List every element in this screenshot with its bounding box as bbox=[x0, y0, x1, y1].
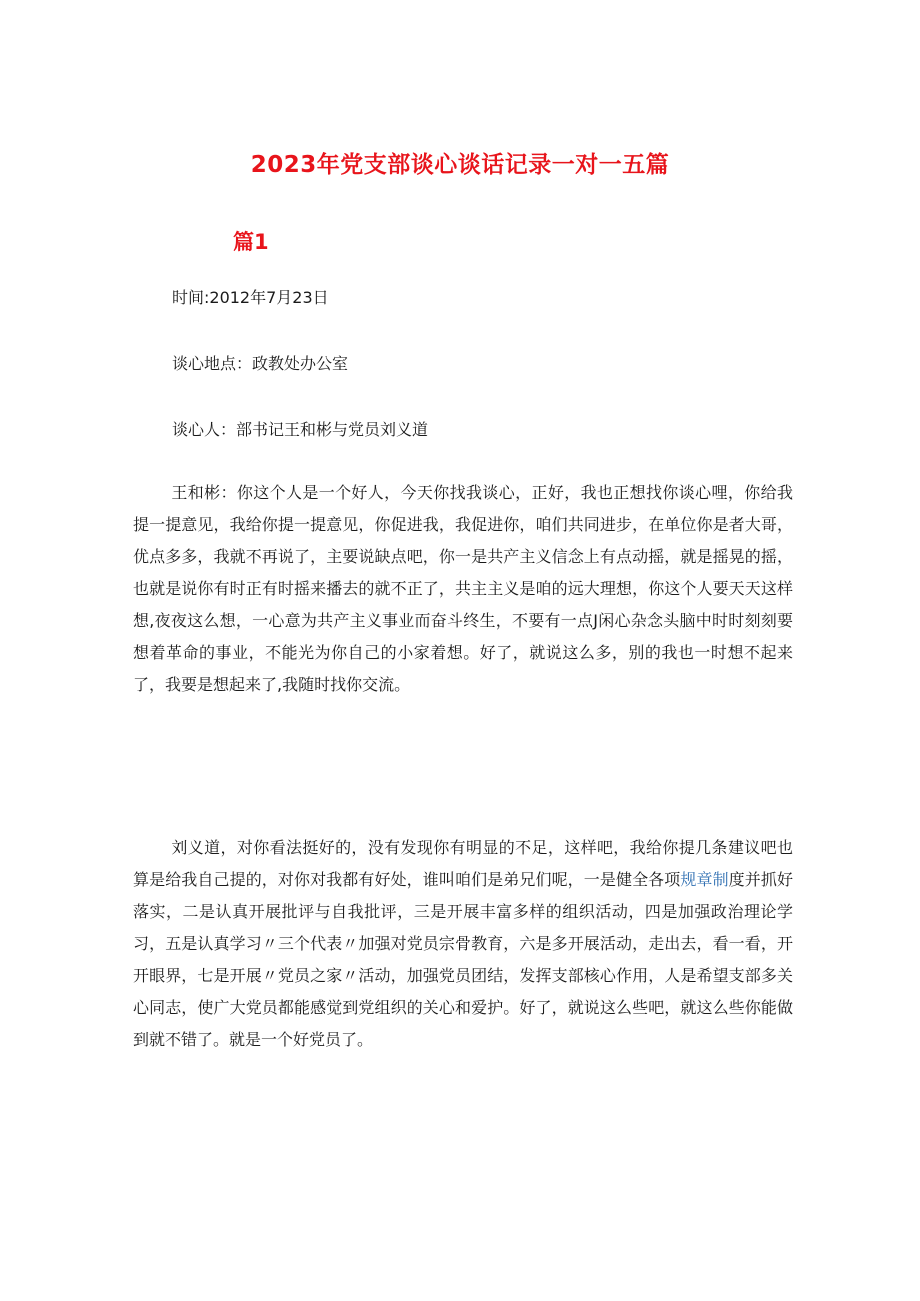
paragraph-wang: 王和彬：你这个人是一个好人，今天你找我谈心，正好，我也正想找你谈心哩，你给我提一提意见，我给你提一提意见，你促进我，我促进你，咱们共同进步，在单位你是者大哥，优点多多，我就不再说了，主要说缺点吧，你一是共产主义信念上有点动摇，就是摇晃的摇，也就是说你有时正有时摇来播去的就不正了，共主主义是咱的远大理想，你这个人要天天这样想,夜夜这么想，一心意为共产主义事业而奋斗终生，不要有一点J闲心杂念头脑中时时刻刻要想着革命的事业，不能光为你自己的小家着想。好了，就说这么多，别的我也一时想不起来了，我要是想起来了,我随时找你交流。 bbox=[133, 483, 793, 694]
paragraph-liu bbox=[133, 832, 793, 1056]
meta-time: 时间:2012年7月23日 bbox=[172, 288, 329, 307]
paragraph-liu-text-2: 度并抓好落实，二是认真开展批评与自我批评，三是开展丰富多样的组织活动，四是加强政治理论学习，五是认真学习〃三个代表〃加强对党员宗骨教育，六是多开展活动，走出去，看一看，开开眼界，七是开展〃党员之家〃活动，加强党员团结，发挥支部核心作用，人是希望支部多关心同志，使广大党员都能感觉到党组织的关心和爱护。好了，就说这么些吧，就这么些你能做到就不错了。就是一个好党员了。 bbox=[133, 870, 793, 1049]
meta-people: 谈心人：部书记王和彬与党员刘义道 bbox=[172, 420, 429, 439]
rules-link[interactable]: 规章制 bbox=[680, 870, 729, 889]
paragraph-liu-text-1: 刘义道，对你看法挺好的，没有发现你有明显的不足，这样吧，我给你提几条建议吧也算是给我自己提的，对你对我都有好处，谁叫咱们是弟兄们呢，一是健全各项 bbox=[133, 838, 793, 889]
section-heading: 篇1 bbox=[233, 230, 269, 254]
document-title: 2023年党支部谈心谈话记录一对一五篇 bbox=[250, 152, 670, 178]
meta-place: 谈心地点：政教处办公室 bbox=[172, 354, 349, 373]
